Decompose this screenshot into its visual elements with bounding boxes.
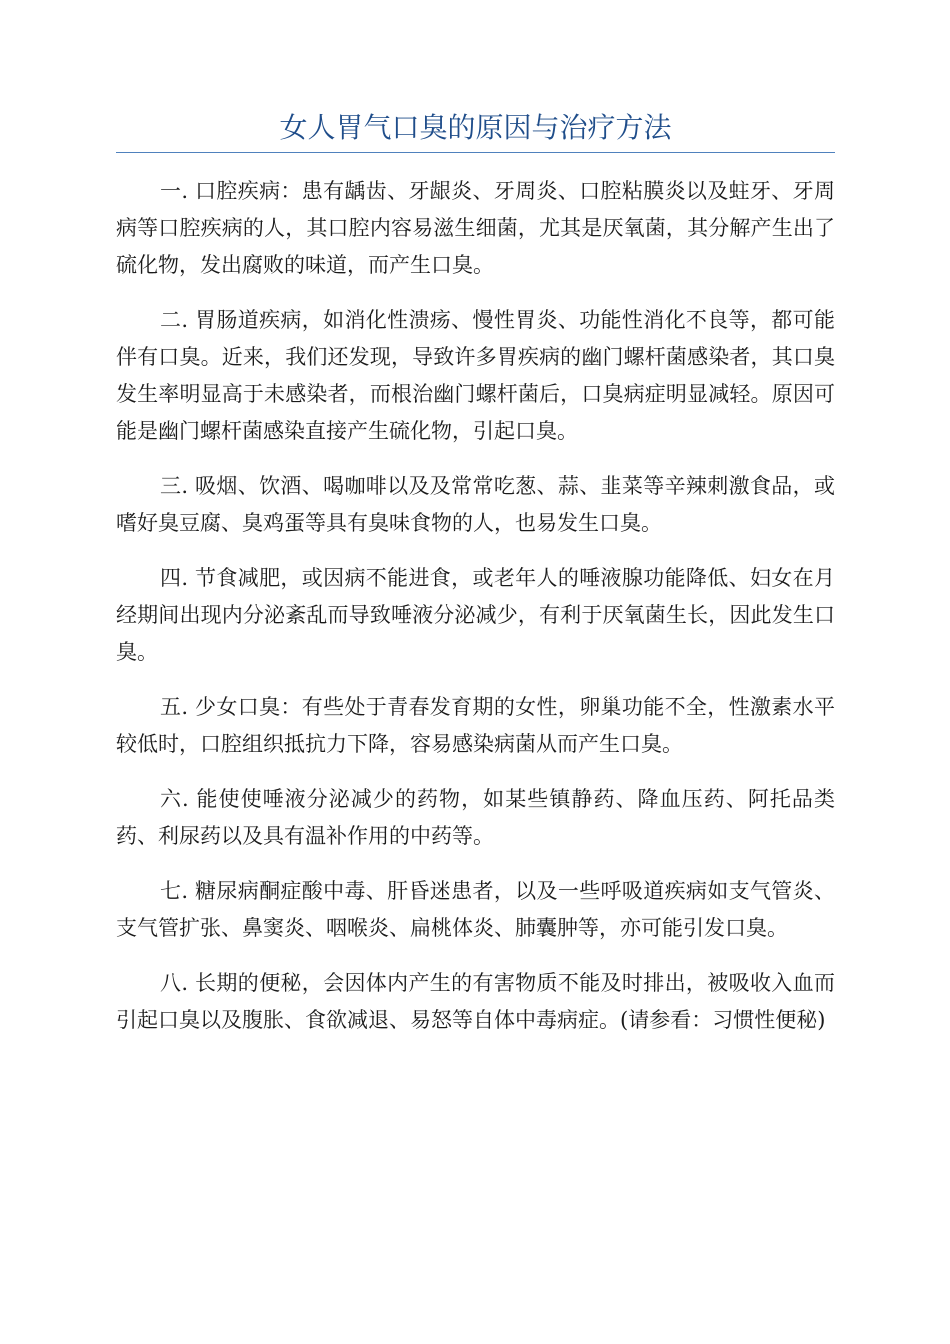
title-underline xyxy=(116,152,835,153)
paragraph-3: 三. 吸烟、饮酒、喝咖啡以及及常常吃葱、蒜、韭菜等辛辣刺激食品，或嗜好臭豆腐、臭鸡蛋等具有臭味食物的人，也易发生口臭。 xyxy=(116,474,835,535)
document-page xyxy=(116,108,835,1057)
document-title: 女人胃气口臭的原因与治疗方法 xyxy=(279,111,672,144)
paragraph-2: 二. 胃肠道疾病，如消化性溃疡、慢性胃炎、功能性消化不良等，都可能伴有口臭。近来，我们还发现，导致许多胃疾病的幽门螺杆菌感染者，其口臭发生率明显高于未感染者，而根治幽门螺杆菌后，口臭病症明显减轻。原因可能是幽门螺杆菌感染直接产生硫化物，引起口臭。 xyxy=(116,308,835,443)
paragraph-7: 七. 糖尿病酮症酸中毒、肝昏迷患者，以及一些呼吸道疾病如支气管炎、支气管扩张、鼻窦炎、咽喉炎、扁桃体炎、肺囊肿等，亦可能引发口臭。 xyxy=(116,879,835,940)
document-body xyxy=(116,173,835,1039)
paragraph-6: 六. 能使使唾液分泌减少的药物，如某些镇静药、降血压药、阿托品类药、利尿药以及具有温补作用的中药等。 xyxy=(116,787,835,848)
paragraph-8: 八. 长期的便秘，会因体内产生的有害物质不能及时排出，被吸收入血而引起口臭以及腹胀、食欲减退、易怒等自体中毒病症。(请参看：习惯性便秘) xyxy=(116,971,835,1032)
paragraph-1: 一. 口腔疾病：患有龋齿、牙龈炎、牙周炎、口腔粘膜炎以及蛀牙、牙周病等口腔疾病的人，其口腔内容易滋生细菌，尤其是厌氧菌，其分解产生出了硫化物，发出腐败的味道，而产生口臭。 xyxy=(116,179,835,277)
paragraph-4: 四. 节食减肥，或因病不能进食，或老年人的唾液腺功能降低、妇女在月经期间出现内分泌紊乱而导致唾液分泌减少，有利于厌氧菌生长，因此发生口臭。 xyxy=(116,566,835,664)
paragraph-5: 五. 少女口臭：有些处于青春发育期的女性，卵巢功能不全，性激素水平较低时，口腔组织抵抗力下降，容易感染病菌从而产生口臭。 xyxy=(116,695,835,756)
